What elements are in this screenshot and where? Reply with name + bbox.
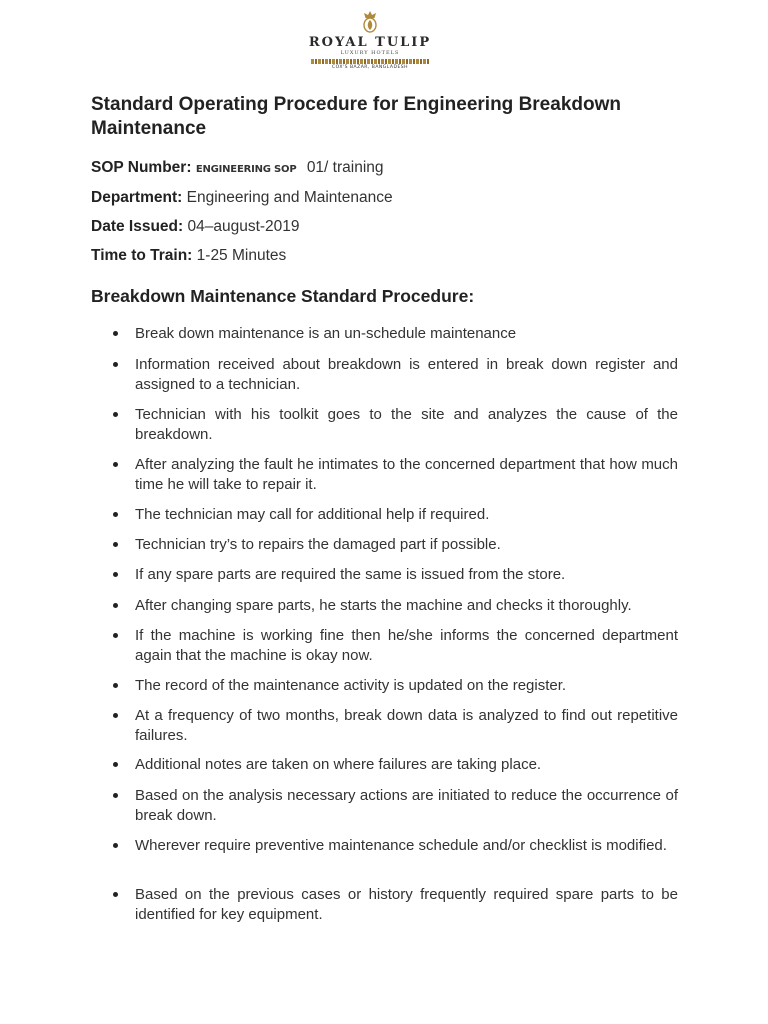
logo-subtitle: LUXURY HOTELS	[340, 50, 400, 56]
list-item	[113, 596, 678, 616]
bullet-icon	[113, 572, 118, 577]
list-item-text: Break down maintenance is an un-schedule maintenance	[135, 325, 517, 342]
list-item	[113, 626, 678, 665]
list-item	[113, 786, 678, 825]
bullet-icon	[113, 892, 118, 897]
list-item-text: After changing spare parts, he starts the machine and checks it thoroughly.	[135, 597, 632, 614]
list-item	[113, 355, 678, 394]
logo-name: ROYAL TULIP	[308, 35, 432, 50]
list-item	[113, 885, 678, 924]
list-item	[113, 755, 678, 775]
date-issued-value: 04–august-2019	[187, 218, 300, 235]
bullet-icon	[113, 412, 118, 417]
bullet-icon	[113, 512, 118, 517]
list-item	[113, 324, 678, 344]
sop-number-label: SOP Number:	[91, 159, 192, 176]
list-item-text: After analyzing the fault he intimates to the concerned department that how much time he will take to repair it.	[135, 456, 678, 493]
bullet-icon	[113, 603, 118, 608]
list-item	[113, 565, 678, 585]
date-issued-label: Date Issued:	[91, 218, 184, 235]
logo-location: COX'S BAZAR, BANGLADESH	[331, 65, 409, 70]
list-item	[113, 706, 678, 745]
list-item-text: If any spare parts are required the same is issued from the store.	[135, 566, 566, 583]
time-to-train-label: Time to Train:	[91, 247, 193, 264]
sop-code: ENGINEERING SOP	[195, 164, 297, 175]
bullet-icon	[113, 762, 118, 767]
list-item-text: Information received about breakdown is entered in break down register and assigned to a technician.	[135, 356, 678, 393]
sop-number-value: 01/ training	[306, 159, 384, 176]
list-item-text: If the machine is working fine then he/she informs the concerned department again that the machine is okay now.	[135, 627, 678, 664]
bullet-icon	[113, 843, 118, 848]
bullet-icon	[113, 331, 118, 336]
department-label: Department:	[91, 189, 183, 206]
list-item-text: Based on the analysis necessary actions are initiated to reduce the occurrence of break down.	[135, 787, 678, 824]
list-item-text: Additional notes are taken on where failures are taking place.	[135, 756, 542, 773]
list-item	[113, 505, 678, 525]
bullet-icon	[113, 362, 118, 367]
list-item	[113, 535, 678, 555]
list-item-text: Wherever require preventive maintenance schedule and/or checklist is modified.	[135, 837, 667, 854]
list-item	[113, 455, 678, 494]
list-item-text: Based on the previous cases or history frequently required spare parts to be identified for key equipment.	[135, 886, 678, 923]
list-item-text: Technician try’s to repairs the damaged part if possible.	[135, 536, 501, 553]
list-item-text: The technician may call for additional help if required.	[135, 506, 490, 523]
time-to-train-value: 1-25 Minutes	[196, 247, 287, 264]
section-heading: Breakdown Maintenance Standard Procedure:	[91, 286, 475, 306]
list-item	[113, 836, 678, 856]
department-value: Engineering and Maintenance	[186, 189, 393, 206]
list-item-text: At a frequency of two months, break down data is analyzed to find out repetitive failures.	[135, 707, 678, 744]
list-item-text: The record of the maintenance activity is updated on the register.	[135, 677, 567, 694]
bullet-icon	[113, 713, 118, 718]
bullet-icon	[113, 683, 118, 688]
bullet-icon	[113, 542, 118, 547]
bullet-icon	[113, 462, 118, 467]
list-item	[113, 676, 678, 696]
list-item-text: Technician with his toolkit goes to the site and analyzes the cause of the breakdown.	[135, 406, 678, 443]
document-title: Standard Operating Procedure for Engineering Breakdown Maintenance	[91, 94, 621, 139]
list-item	[113, 405, 678, 444]
bullet-icon	[113, 793, 118, 798]
bullet-icon	[113, 633, 118, 638]
